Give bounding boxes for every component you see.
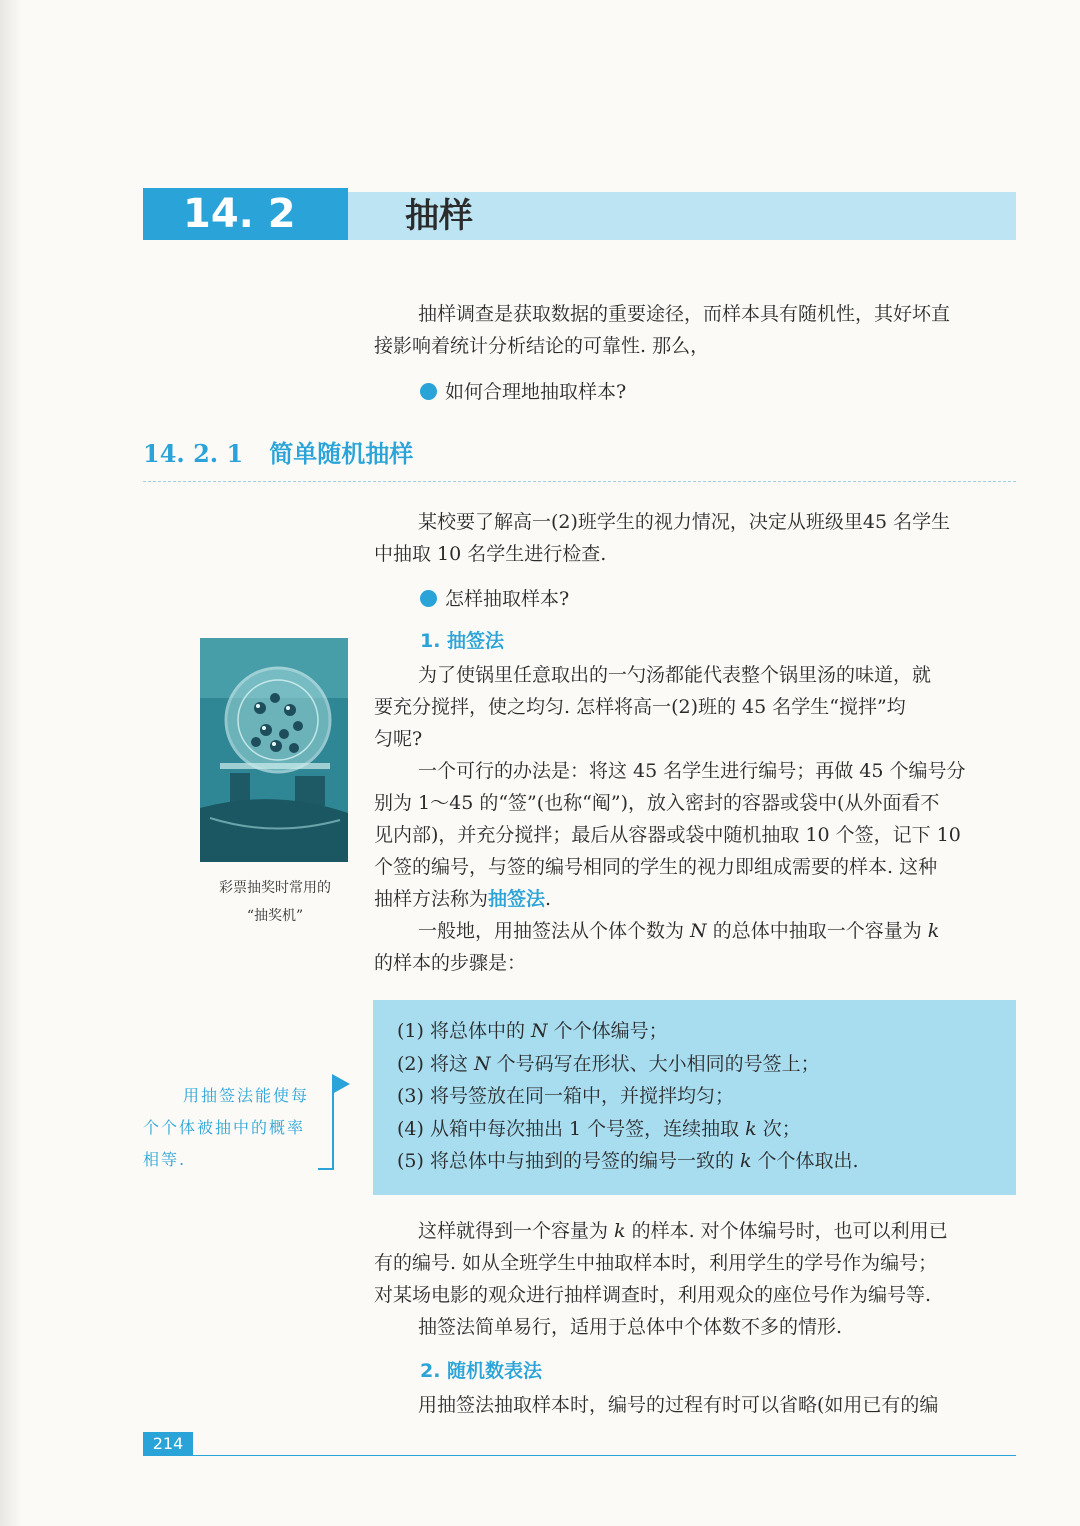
- method2-line1: 用抽签法抽取样本时，编号的过程有时可以省略(如用已有的编: [418, 1394, 939, 1416]
- margin-note: [143, 1080, 323, 1176]
- method1-para2-line2: 别为 1～45 的“签”(也称“阄”)，放入密封的容器或袋中(从外面看不: [374, 792, 940, 814]
- after-line4: 抽签法简单易行，适用于总体中个体数不多的情形.: [418, 1316, 843, 1338]
- steps-list: [397, 1015, 859, 1178]
- step-1: [397, 1015, 859, 1048]
- subsection-heading: [143, 436, 413, 472]
- section-title: 抽样: [405, 196, 473, 236]
- method1-para3-line2: 的样本的步骤是：: [374, 952, 527, 974]
- method1-heading: 1. 抽签法: [420, 630, 505, 652]
- step-2-b: 个号码写在形状、大小相同的号签上；: [490, 1052, 820, 1075]
- photo-caption: [196, 874, 354, 930]
- step-4-a: (4) 从箱中每次抽出 1 个号签，连续抽取: [397, 1117, 746, 1140]
- step-5-b: 个个体取出.: [751, 1150, 859, 1172]
- example-line-2: 中抽取 10 名学生进行检查.: [374, 543, 607, 565]
- intro-question-text: 如何合理地抽取样本?: [445, 381, 627, 403]
- intro-line-2: 接影响着统计分析结论的可靠性. 那么，: [374, 335, 710, 357]
- var-k: k: [745, 1117, 757, 1140]
- intro-paragraph: [374, 298, 1016, 362]
- step-2-a: (2) 将这: [397, 1052, 474, 1075]
- step-4-b: 次；: [756, 1117, 801, 1140]
- method1-term-prefix: 抽样方法称为: [374, 888, 489, 910]
- method1-para2-line1: 一个可行的办法是：将这 45 名学生进行编号；再做 45 个编号分: [418, 760, 966, 782]
- para3-text-b: 的总体中抽取一个容量为: [706, 920, 928, 942]
- method1-para1-line2: 要充分搅拌，使之均匀. 怎样将高一(2)班的 45 名学生“搅拌”均: [374, 696, 906, 718]
- flag-pointer-icon: [332, 1074, 350, 1094]
- footer-rule: [193, 1455, 1016, 1456]
- after-line1: [374, 1215, 1016, 1247]
- var-N: N: [690, 920, 707, 942]
- step-4: [397, 1113, 859, 1146]
- step-1-b: 个个体编号；: [547, 1020, 668, 1042]
- var-k: k: [927, 920, 940, 942]
- intro-line-1: 抽样调查是获取数据的重要途径，而样本具有随机性，其好坏直: [418, 303, 951, 325]
- var-N: N: [531, 1020, 548, 1042]
- page-edge-shadow: [0, 0, 22, 1526]
- var-k: k: [614, 1220, 626, 1242]
- method1-para1-line1: 为了使锅里任意取出的一勺汤都能代表整个锅里汤的味道，就: [418, 664, 932, 686]
- margin-note-bracket: [318, 1084, 334, 1170]
- bullet-icon: [420, 590, 437, 607]
- step-3: (3) 将号签放在同一箱中，并搅拌均匀；: [397, 1085, 734, 1107]
- method1-body: [374, 659, 1016, 979]
- margin-note-line1: 用抽签法能使每: [183, 1086, 310, 1105]
- method1-para3-line1: [374, 915, 1016, 947]
- method1-para2-line4: 个签的编号，与签的编号相同的学生的视力即组成需要的样本. 这种: [374, 856, 938, 878]
- after-steps-paragraph: [374, 1215, 1016, 1343]
- var-k: k: [740, 1150, 752, 1172]
- method1-term-suffix: .: [545, 888, 552, 910]
- margin-note-line2: 个个体被抽中的概率: [143, 1118, 306, 1137]
- photo-caption-line2: “抽奖机”: [246, 908, 304, 924]
- method1-para2-line5: [374, 883, 1016, 915]
- photo-caption-line1: 彩票抽奖时常用的: [219, 880, 331, 896]
- example-question-text: 怎样抽取样本?: [445, 588, 570, 610]
- after-line1-a: 这样就得到一个容量为: [418, 1220, 615, 1242]
- para3-text-a: 一般地，用抽签法从个体个数为: [418, 920, 691, 942]
- method1-para1-line3: 匀呢?: [374, 728, 423, 750]
- step-2: [397, 1048, 859, 1081]
- after-line1-b: 的样本. 对个体编号时，也可以利用已: [625, 1220, 948, 1242]
- margin-note-line3: 相等.: [143, 1150, 187, 1169]
- page-number: 214: [143, 1432, 193, 1456]
- lottery-machine-illustration: [200, 638, 348, 862]
- example-paragraph: [374, 506, 1016, 570]
- after-line2: 有的编号. 如从全班学生中抽取样本时，利用学生的学号作为编号；: [374, 1252, 938, 1274]
- subsection-divider: [143, 481, 1016, 482]
- step-1-a: (1) 将总体中的: [397, 1020, 531, 1042]
- example-line-1: 某校要了解高一(2)班学生的视力情况，决定从班级里45 名学生: [418, 511, 951, 533]
- subsection-number: 14. 2. 1: [143, 439, 244, 468]
- lottery-machine-photo: [200, 638, 348, 862]
- method1-para2-line3: 见内部)，并充分搅拌；最后从容器或袋中随机抽取 10 个签，记下 10: [374, 824, 961, 846]
- example-question: [420, 583, 569, 615]
- var-N: N: [474, 1052, 491, 1075]
- bullet-icon: [420, 383, 437, 400]
- after-line3: 对某场电影的观众进行抽样调查时，利用观众的座位号作为编号等.: [374, 1284, 932, 1306]
- method2-heading: 2. 随机数表法: [420, 1360, 543, 1382]
- section-number: 14. 2: [143, 188, 348, 240]
- intro-question: [420, 376, 626, 408]
- term-lottery-method: 抽签法: [488, 888, 546, 910]
- subsection-title: 简单随机抽样: [269, 440, 414, 468]
- step-5: [397, 1145, 859, 1178]
- step-5-a: (5) 将总体中与抽到的号签的编号一致的: [397, 1150, 740, 1172]
